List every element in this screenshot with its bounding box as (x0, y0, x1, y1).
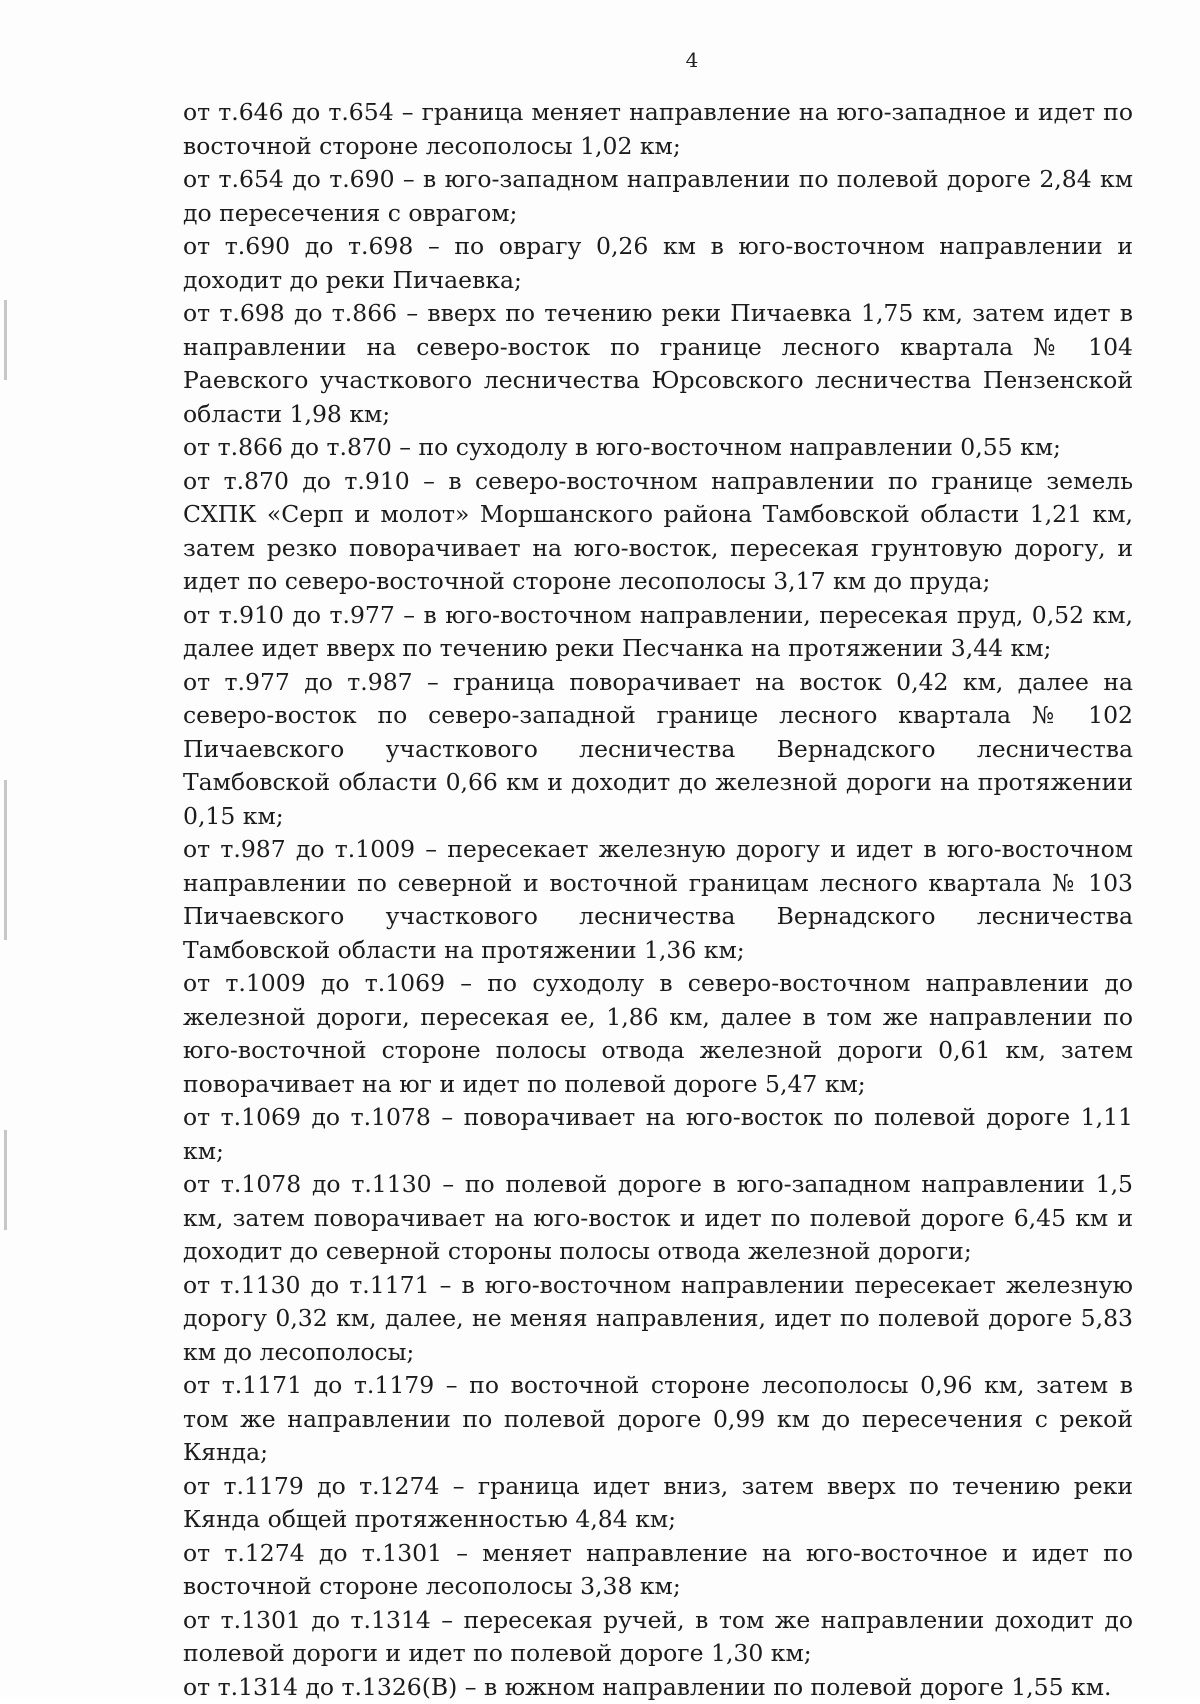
paragraph: от т.1171 до т.1179 – по восточной стороне лесополосы 0,96 км, затем в том же направлении по полевой дороге 0,99 км до пересечения с рекой Кянда; (183, 1369, 1133, 1470)
paragraph: от т.690 до т.698 – по оврагу 0,26 км в юго-восточном направлении и доходит до реки Пичаевка; (183, 230, 1133, 297)
paragraph: от т.866 до т.870 – по суходолу в юго-восточном направлении 0,55 км; (183, 431, 1133, 465)
boundary-description (183, 96, 1133, 1704)
paragraph: от т.1078 до т.1130 – по полевой дороге в юго-западном направлении 1,5 км, затем поворачивает на юго-восток и идет по полевой дороге 6,45 км и доходит до северной стороны полосы отвода железной дороги; (183, 1168, 1133, 1269)
paragraph: от т.1069 до т.1078 – поворачивает на юго-восток по полевой дороге 1,11 км; (183, 1101, 1133, 1168)
paragraph: от т.910 до т.977 – в юго-восточном направлении, пересекая пруд, 0,52 км, далее идет вверх по течению реки Песчанка на протяжении 3,44 км; (183, 599, 1133, 666)
paragraph: от т.1274 до т.1301 – меняет направление на юго-восточное и идет по восточной стороне лесополосы 3,38 км; (183, 1537, 1133, 1604)
scan-edge-mark (4, 1130, 7, 1230)
paragraph: от т.698 до т.866 – вверх по течению реки Пичаевка 1,75 км, затем идет в направлении на северо-восток по границе лесного квартала № 104 Раевского участкового лесничества Юрсовского лесничества Пензенской области 1,98 км; (183, 297, 1133, 431)
paragraph: от т.1301 до т.1314 – пересекая ручей, в том же направлении доходит до полевой дороги и идет по полевой дороге 1,30 км; (183, 1604, 1133, 1671)
scan-edge-mark (4, 300, 7, 380)
paragraph: от т.654 до т.690 – в юго-западном направлении по полевой дороге 2,84 км до пересечения с оврагом; (183, 163, 1133, 230)
paragraph: от т.646 до т.654 – граница меняет направление на юго-западное и идет по восточной стороне лесополосы 1,02 км; (183, 96, 1133, 163)
paragraph: от т.1314 до т.1326(В) – в южном направлении по полевой дороге 1,55 км. (183, 1671, 1133, 1704)
paragraph: от т.1179 до т.1274 – граница идет вниз, затем вверх по течению реки Кянда общей протяженностью 4,84 км; (183, 1470, 1133, 1537)
paragraph: от т.977 до т.987 – граница поворачивает на восток 0,42 км, далее на северо-восток по северо-западной границе лесного квартала № 102 Пичаевского участкового лесничества Вернадского лесничества Тамбовской области 0,66 км и доходит до железной дороги на протяжении 0,15 км; (183, 666, 1133, 834)
paragraph: от т.1009 до т.1069 – по суходолу в северо-восточном направлении до железной дороги, пересекая ее, 1,86 км, далее в том же направлении по юго-восточной стороне полосы отвода железной дороги 0,61 км, затем поворачивает на юг и идет по полевой дороге 5,47 км; (183, 967, 1133, 1101)
scan-edge-mark (4, 780, 7, 940)
paragraph: от т.1130 до т.1171 – в юго-восточном направлении пересекает железную дорогу 0,32 км, далее, не меняя направления, идет по полевой дороге 5,83 км до лесополосы; (183, 1269, 1133, 1370)
page-number: 4 (0, 48, 1200, 72)
paragraph: от т.987 до т.1009 – пересекает железную дорогу и идет в юго-восточном направлении по северной и восточной границам лесного квартала № 103 Пичаевского участкового лесничества Вернадского лесничества Тамбовской области на протяжении 1,36 км; (183, 833, 1133, 967)
paragraph: от т.870 до т.910 – в северо-восточном направлении по границе земель СХПК «Серп и молот» Моршанского района Тамбовской области 1,21 км, затем резко поворачивает на юго-восток, пересекая грунтовую дорогу, и идет по северо-восточной стороне лесополосы 3,17 км до пруда; (183, 465, 1133, 599)
